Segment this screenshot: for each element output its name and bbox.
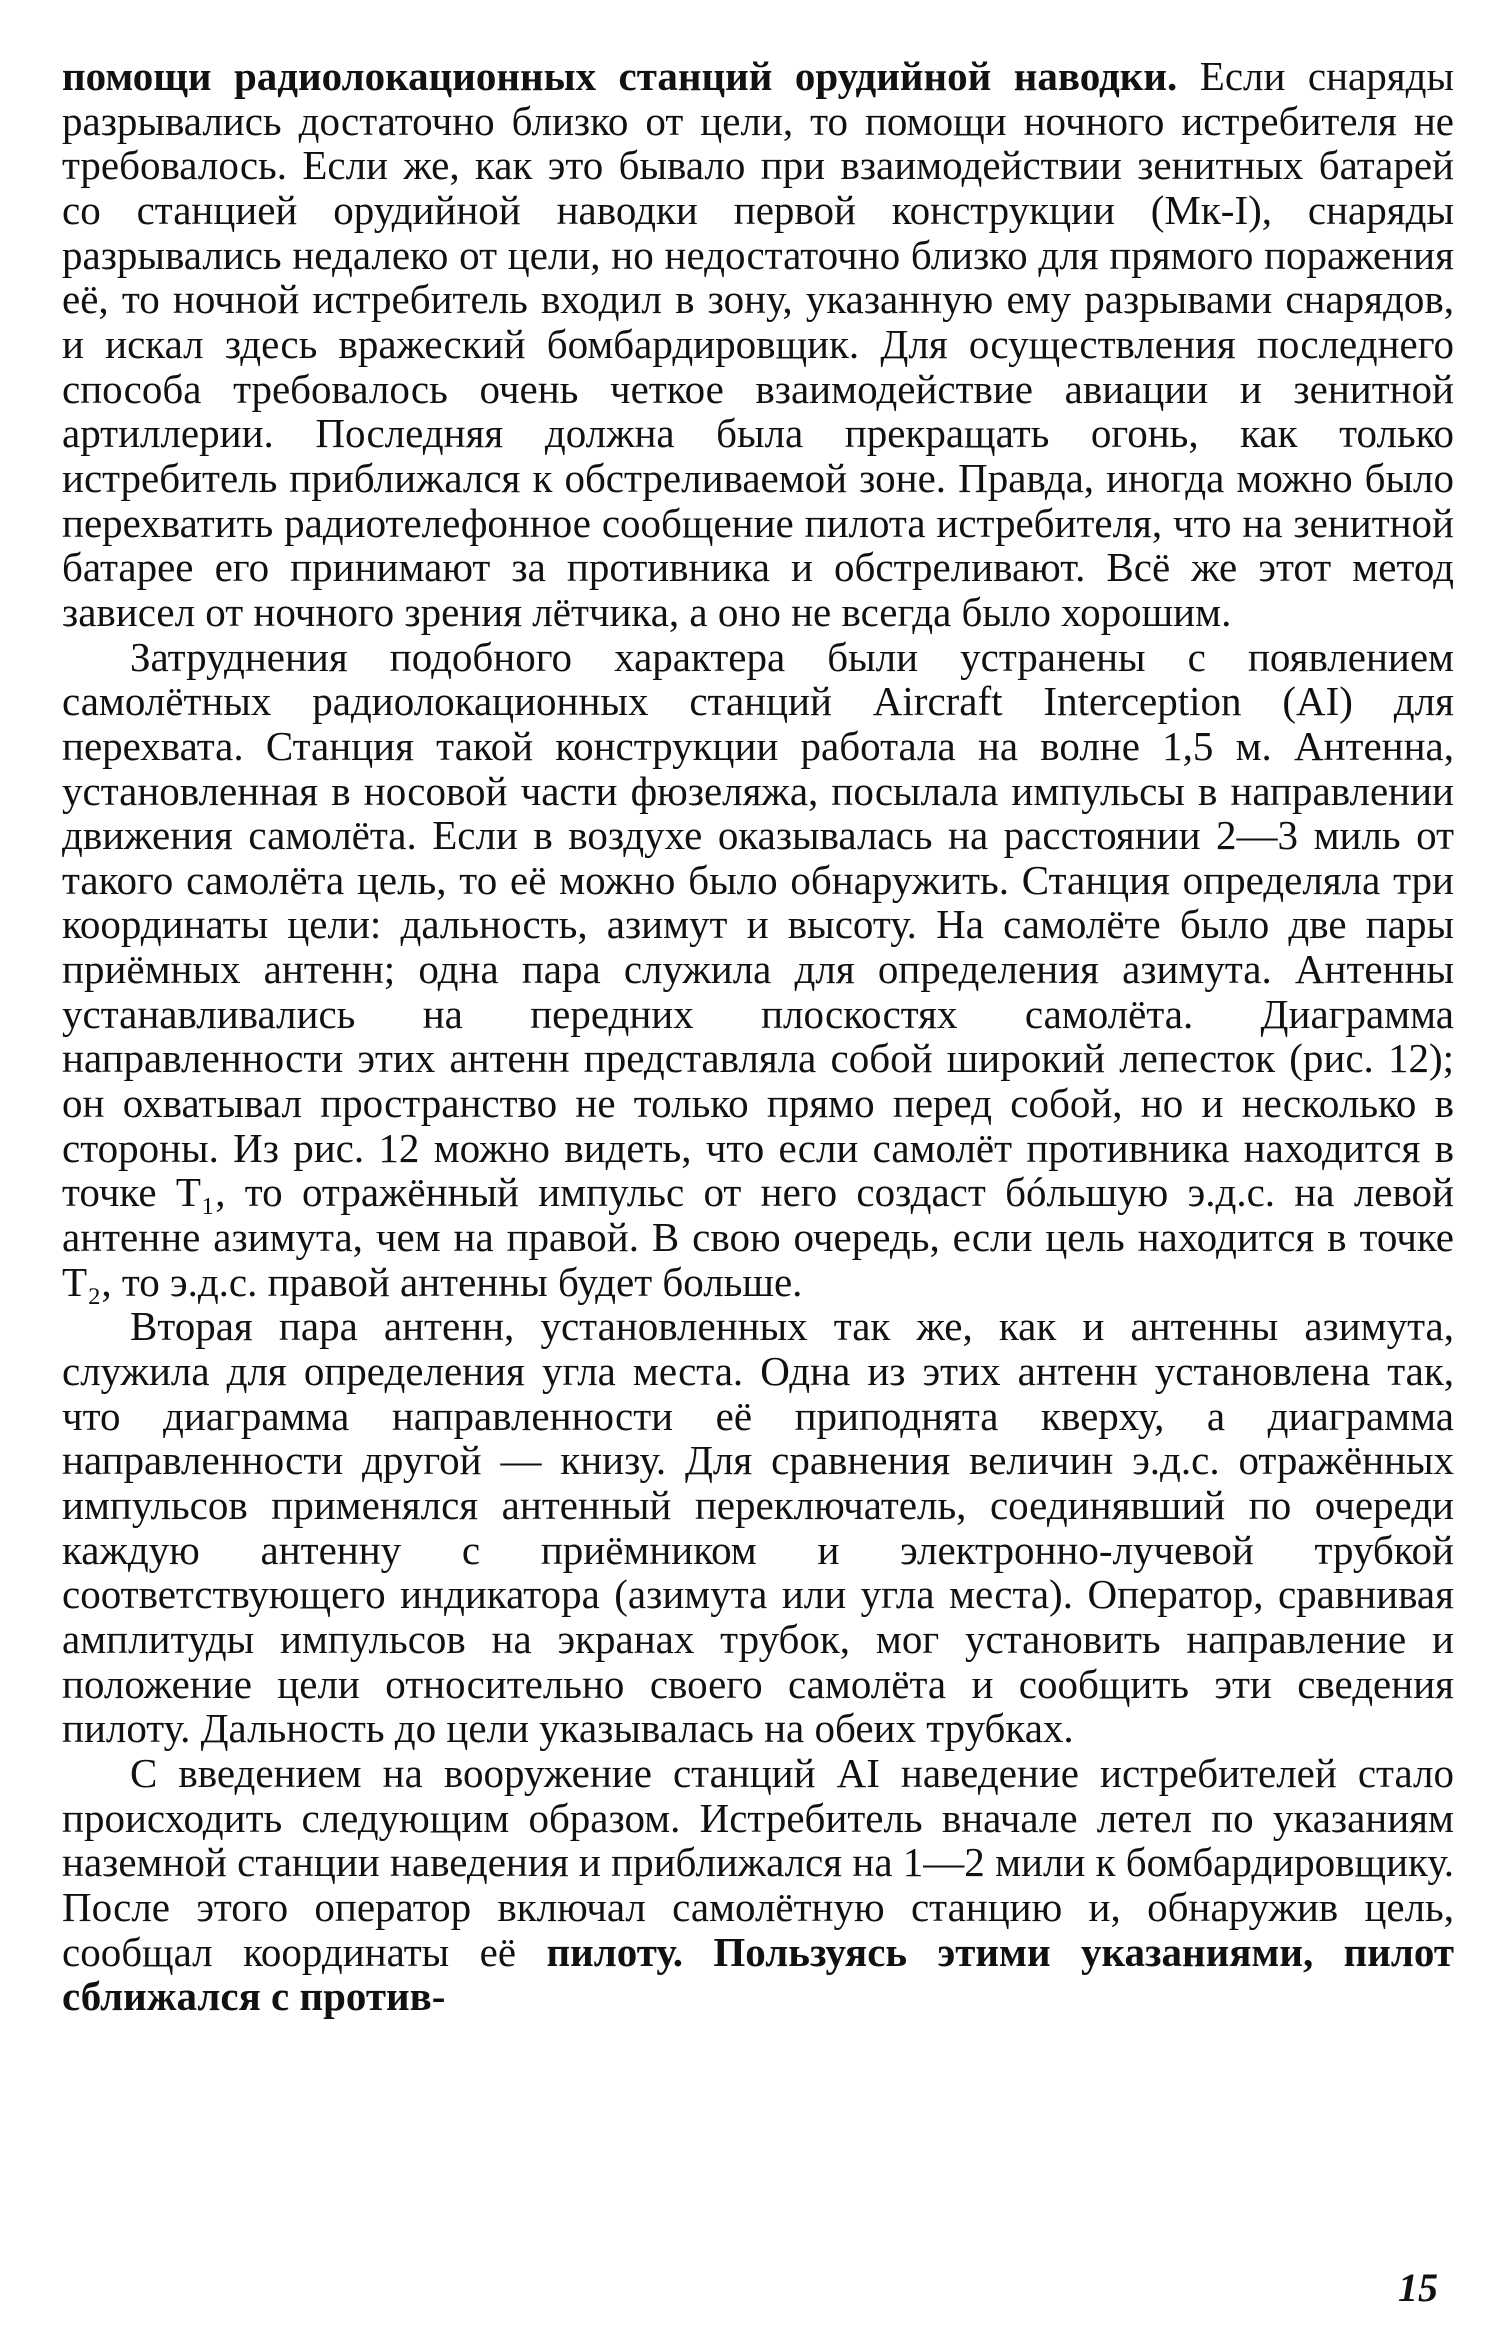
paragraph-2: Затруднения подобного характера были устранены с появлением самолётных радиолокационных станций Aircraft Interception (AI) для перехвата. Станция такой конструкции работала на волне 1,5 м. Антенна, установленная в носовой части фюзеляжа, посылала импульсы в направлении движения самолёта. Если в воздухе оказывалась на расстоянии 2—3 миль от такого самолёта цель, то её можно было обнаружить. Станция определяла три координаты цели: дальность, азимут и высоту. На самолёте было две пары приёмных антенн; одна пара служила для определения азимута. Антенны устанавливались на передних плоскостях самолёта. Диаграмма направленности этих антенн представляла собой широкий лепесток (рис. 12); он охватывал пространство не только прямо перед собой, но и несколько в стороны. Из рис. 12 можно видеть, что если самолёт противника находится в точке T₁, то отражённый импульс от него создаст бóльшую э.д.с. на левой антенне азимута, чем на правой. В свою очередь, если цель находится в точке T₂, то э.д.с. правой антенны будет больше. xyxy=(62,633,1454,1305)
page-body-text xyxy=(62,54,1454,2019)
paragraph-4-text: С введением на вооружение станций AI наведение истребителей стало происходить следующим образом. Истребитель вначале летел по указаниям наземной станции наведения и приближался на 1—2 мили к бомбардировщику. После этого оператор включал самолётную станцию и, обнаружив цель, сообщал координаты её xyxy=(62,1749,1454,1975)
page-number: 15 xyxy=(1398,2265,1438,2310)
paragraph-4 xyxy=(62,1751,1454,2019)
paragraph-1-lead: помощи радиолокационных станций орудийной наводки. xyxy=(62,53,1178,99)
paragraph-1 xyxy=(62,54,1454,635)
paragraph-4-tail: пилоту. Пользуясь этими указаниями, пилот сближался с против- xyxy=(62,1928,1455,2020)
paragraph-1-text: Если снаряды разрывались достаточно близко от цели, то помощи ночного истребителя не требовалось. Если же, как это бывало при взаимодействии зенитных батарей со станцией орудийной наводки первой конструкции (Мк-I), снаряды разрывались недалеко от цели, но недостаточно близко для прямого поражения её, то ночной истребитель входил в зону, указанную ему разрывами снарядов, и искал здесь вражеский бомбардировщик. Для осуществления последнего способа требовалось очень четкое взаимодействие авиации и зенитной артиллерии. Последняя должна была прекращать огонь, как только истребитель приближался к обстреливаемой зоне. Правда, иногда можно было перехватить радиотелефонное сообщение пилота истребителя, что на зенитной батарее его принимают за противника и обстреливают. Всё же этот метод зависел от ночного зрения лётчика, а оно не всегда было хорошим. xyxy=(62,53,1454,635)
paragraph-3: Вторая пара антенн, установленных так же, как и антенны азимута, служила для определения угла места. Одна из этих антенн установлена так, что диаграмма направленности её приподнята кверху, а диаграмма направленности другой — книзу. Для сравнения величин э.д.с. отражённых импульсов применялся антенный переключатель, соединявший по очереди каждую антенну с приёмником и электронно-лучевой трубкой соответствующего индикатора (азимута или угла места). Оператор, сравнивая амплитуды импульсов на экранах трубок, мог установить направление и положение цели относительно своего самолёта и сообщить эти сведения пилоту. Дальность до цели указывалась на обеих трубках. xyxy=(62,1303,1454,1752)
